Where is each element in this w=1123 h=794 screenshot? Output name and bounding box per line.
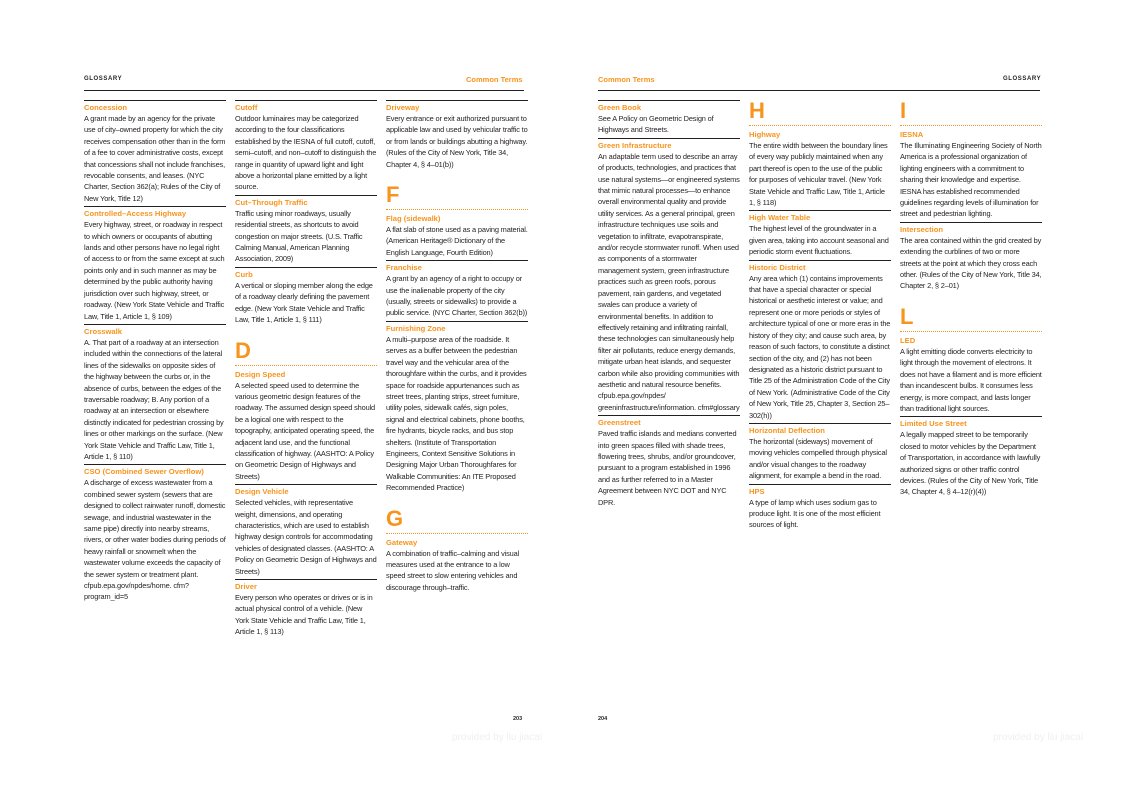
term: Concession — [84, 103, 128, 112]
term: Crosswalk — [84, 326, 122, 336]
glossary-entry-driver — [235, 579, 377, 638]
definition: A multi–purpose area of the roadside. It serves as a buffer between the pedestrian travel way and the vehicular area of the thoroughfare within the curbs, and it provides space for roadside appurtenances such as street trees, planting strips, street furniture, utility poles, sidewalk cafés, sign poles, signal and electrical cabinets, phone booths, fire hydrants, bicycle racks, and bus stop shelters. (Institute of Transportation Engineers, Context Sensitive Solutions in Designing Major Urban Thoroughfares for Walkable Communities: An ITE Proposed Recommended Practice) — [386, 334, 527, 493]
term: LED — [900, 335, 916, 345]
glossary-entry-cut-through-traffic — [235, 195, 377, 265]
term: Highway — [749, 130, 781, 139]
term: Green Infrastructure — [598, 140, 672, 150]
definition: The area contained within the grid created by extending the curblines of two or more streets at the point at which they cross each other. (Rules of the City of New York, Title 34, Chapter 2, § 2–01) — [900, 235, 1042, 291]
term: Intersection — [900, 224, 944, 234]
glossary-column-5 — [749, 100, 891, 533]
term: Flag (sidewalk) — [386, 214, 441, 224]
glossary-entry-intersection — [900, 222, 1042, 292]
section-letter-h: H — [749, 100, 891, 126]
section-head: Common Terms — [466, 75, 523, 84]
definition: A grant by an agency of a right to occupy or use the inalienable property of the city (usually, streets or sidewalks) to provide a public service. (NYC Charter, Section 362(b)) — [386, 274, 528, 318]
glossary-entry-franchise — [386, 260, 528, 319]
running-head: GLOSSARY — [84, 76, 123, 82]
term: Limited Use Street — [900, 419, 967, 429]
term: Design Vehicle — [235, 487, 289, 497]
glossary-entry-led — [900, 336, 1042, 414]
definition: The Illuminating Engineering Society of North America is a professional organization of lighting engineers with a commitment to sharing their knowledge and expertise. IESNA has established recommended guidelines regarding levels of illumination for street and pedestrian lighting. — [900, 141, 1042, 219]
term: Historic District — [749, 262, 806, 272]
definition: A grant made by an agency for the private use of city–owned property for which the city receives compensation other than in the form of a fee to cover administrative costs, except that concessions shall not include franchises, revocable consents, and leases. (NYC Charter, Section 362(a); Rules of the City of New York, Title 12) — [84, 114, 226, 203]
term: Curb — [235, 269, 253, 279]
term: IESNA — [900, 130, 924, 139]
definition: A flat slab of stone used as a paving material. (American Heritage® Dictionary of the English Language, Fourth Edition) — [386, 225, 528, 257]
term: Gateway — [386, 537, 418, 547]
term: Green Book — [598, 103, 642, 112]
header-rule — [598, 90, 1040, 91]
glossary-entry-furnishing-zone — [386, 321, 528, 494]
section-head: Common Terms — [598, 75, 655, 84]
glossary-entry-cutoff — [235, 100, 377, 193]
definition: The entire width between the boundary lines of every way publicly maintained when any part thereof is open to the use of the public for purposes of vehicular travel. (New York State Vehicle and Traffic Law, Title 1, Article 1, § 118) — [749, 141, 888, 208]
definition: See A Policy on Geometric Design of Highways and Streets. — [598, 114, 714, 135]
term: Driver — [235, 582, 257, 591]
section-letter-f: F — [386, 184, 528, 210]
header-rule — [84, 90, 524, 91]
glossary-entry-concession — [84, 100, 226, 204]
term: Driveway — [386, 103, 420, 112]
glossary-column-6 — [900, 100, 1042, 500]
definition: Any area which (1) contains improvements that have a special character or special historical or aesthetic interest or value; and represent one or more periods or styles of architecture typical of one or more eras in the history of they city; and cause such area, by reason of such factors, to constitute a distinct section of the city, and (2) has not been designated as a historic district pursuant to Title 25 of the Administration Code of the City of New York. (Administrative Code of the City of New York, Title 25, Chapter 3, Section 25–302(h)) — [749, 273, 891, 420]
watermark: provided by liu jiacai — [993, 732, 1084, 743]
glossary-entry-driveway — [386, 100, 528, 170]
glossary-entry-crosswalk — [84, 324, 226, 462]
term: Cutoff — [235, 103, 258, 112]
definition: The horizontal (sideways) movement of moving vehicles compelled through physical and/or visual changes to the roadway alignment, for example a bend in the road. — [749, 436, 887, 481]
definition: A selected speed used to determine the various geometric design features of the roadway. The assumed design speed should be a logical one with respect to the topography, anticipated operating speed, the adjacent land use, and the functional classification of highway. (AASHTO: A Policy on Geometric Design of Highways and Streets) — [235, 380, 375, 481]
definition: Outdoor luminaires may be categorized according to the four classifications established by the IESNA of full cutoff, cutoff, semi–cutoff, and non–cutoff to distinguish the range in quantity of upward light and light above a horizontal plane emitted by a light source. — [235, 114, 377, 192]
term: High Water Table — [749, 213, 811, 223]
definition: A light emitting diode converts electricity to light through the movement of electrons. It does not have a filament and is more efficient than incandescent bulbs. It consumes less energy, is more compact, and lasts longer than traditional light sources. — [900, 346, 1042, 413]
glossary-entry-hps — [749, 484, 891, 531]
term: Horizontal Deflection — [749, 425, 825, 435]
glossary-entry-limited-use-street — [900, 416, 1042, 497]
glossary-entry-historic-district — [749, 260, 891, 421]
glossary-entry-iesna — [900, 130, 1042, 220]
term: Controlled–Access Highway — [84, 209, 187, 219]
glossary-entry-green-infrastructure — [598, 138, 740, 413]
glossary-entry-greenstreet — [598, 415, 740, 508]
definition: A legally mapped street to be temporarily closed to motor vehicles by the Department of Transportation, in accordance with lawfully authorized signs or other traffic control devices. (Rules of the City of New York, Title 34, Chapter 4, § 4–12(r)(4)) — [900, 430, 1041, 497]
definition: Every highway, street, or roadway in respect to which owners or occupants of abutting lands and other persons have no legal right of access to or from the same except at such points only and in such manner as may be determined by the public authority having jurisdiction over such highway, street, or roadway. (New York State Vehicle and Traffic Law, Title 1, Article 1, § 109) — [84, 220, 225, 321]
term: HPS — [749, 486, 765, 496]
glossary-entry-highway — [749, 130, 891, 208]
left-page — [0, 0, 561, 794]
definition: Selected vehicles, with representative weight, dimensions, and operating characteristics, which are used to establish highway design controls for accommodating vehicles of designated classes. (AASHTO: A Policy on Geometric Design of Highways and Streets) — [235, 498, 377, 576]
glossary-entry-green-book — [598, 100, 740, 136]
watermark: provided by liu jiacai — [452, 732, 543, 743]
glossary-column-3 — [386, 100, 528, 595]
glossary-entry-cso — [84, 464, 226, 602]
glossary-column-2 — [235, 100, 377, 640]
running-head: GLOSSARY — [1003, 76, 1042, 82]
page-number: 203 — [513, 716, 523, 722]
glossary-entry-controlled-access-highway — [84, 206, 226, 322]
page-number: 204 — [598, 716, 608, 722]
glossary-entry-horizontal-deflection — [749, 423, 891, 482]
definition: Every person who operates or drives or is in actual physical control of a vehicle. (New York State Vehicle and Traffic Law, Title 1, Article 1, § 113) — [235, 593, 373, 637]
section-letter-g: G — [386, 508, 528, 534]
glossary-entry-design-speed — [235, 370, 377, 483]
definition: A. That part of a roadway at an intersection included within the connections of the lateral lines of the sidewalks on opposite sides of the highway between the curbs or, in the absence of curbs, between the edges of the traversable roadway; B. Any portion of a roadway at an intersection or elsewhere distinctly indicated for pedestrian crossing by lines or other markings on the surface. (New York State Vehicle and Traffic Law, Title 1, Article 1, § 110) — [84, 337, 224, 461]
definition: A combination of traffic–calming and visual measures used at the entrance to a low speed street to slow entering vehicles and discourage through–traffic. — [386, 548, 520, 592]
term: Cut–Through Traffic — [235, 197, 308, 207]
term: Franchise — [386, 263, 422, 273]
definition: Every entrance or exit authorized pursuant to applicable law and used by vehicular traffic to or from lands or buildings abutting a highway. (Rules of the City of New York, Title 34, Chapter 4, § 4–01(b)) — [386, 114, 528, 169]
definition: A type of lamp which uses sodium gas to produce light. It is one of the most efficient sources of light. — [749, 497, 881, 530]
definition: Paved traffic islands and medians converted into green spaces filled with shade trees, flowering trees, shrubs, and/or groundcover, pursuant to a program established in 1996 and as further referred to in a Master Agreement between NYC DOT and NYC DPR. — [598, 429, 737, 507]
glossary-entry-flag-sidewalk — [386, 214, 528, 258]
term: Greenstreet — [598, 418, 641, 428]
glossary-entry-high-water-table — [749, 210, 891, 257]
term: CSO (Combined Sewer Overflow) — [84, 467, 204, 477]
definition: A discharge of excess wastewater from a combined sewer system (sewers that are designed to collect rainwater runoff, domestic sewage, and industrial wastewater in the same pipe) directly into nearby streams, rivers, or other water bodies during periods of heavy rainfall or snowmelt when the wastewater volume exceeds the capacity of the sewer system or treatment plant. cfpub.epa.gov/npdes/home. cfm?program_id=5 — [84, 478, 226, 602]
glossary-entry-gateway — [386, 538, 528, 594]
glossary-column-1 — [84, 100, 226, 605]
right-page — [561, 0, 1123, 794]
term: Furnishing Zone — [386, 323, 446, 333]
term: Design Speed — [235, 369, 286, 379]
definition: An adaptable term used to describe an array of products, technologies, and practices that use natural systems—or engineered systems that mimic natural processes—to enhance overall environmental quality and provide utility services. As a general principal, green infrastructure techniques use soils and vegetation to infiltrate, evapotranspirate, and/or recycle stormwater runoff. When used as components of a stormwater management system, green infrastructure practices such as green roofs, porous pavement, rain gardens, and vegetated swales can produce a variety of environmental benefits. In addition to effectively retaining and infiltrating rainfall, these technologies can simultaneously help filter air pollutants, reduce energy demands, mitigate urban heat islands, and sequester carbon while also providing communities with aesthetic and natural resource benefits. cfpub.epa.gov/npdes/ greeninfrastructure/information. cfm#glossary — [598, 151, 740, 412]
section-letter-l: L — [900, 306, 1042, 332]
definition: A vertical or sloping member along the edge of a roadway clearly defining the pavement edge. (New York State Vehicle and Traffic Law, Title 1, Article 1, § 111) — [235, 280, 373, 325]
definition: Traffic using minor roadways, usually residential streets, as shortcuts to avoid congestion on major streets. (U.S. Traffic Calming Manual, American Planning Association, 2009) — [235, 208, 363, 264]
definition: The highest level of the groundwater in a given area, taking into account seasonal and periodic storm event fluctuations. — [749, 224, 889, 257]
glossary-entry-design-vehicle — [235, 484, 377, 577]
glossary-column-4 — [598, 100, 740, 510]
section-letter-d: D — [235, 340, 377, 366]
glossary-entry-curb — [235, 267, 377, 326]
section-letter-i: I — [900, 100, 1042, 126]
